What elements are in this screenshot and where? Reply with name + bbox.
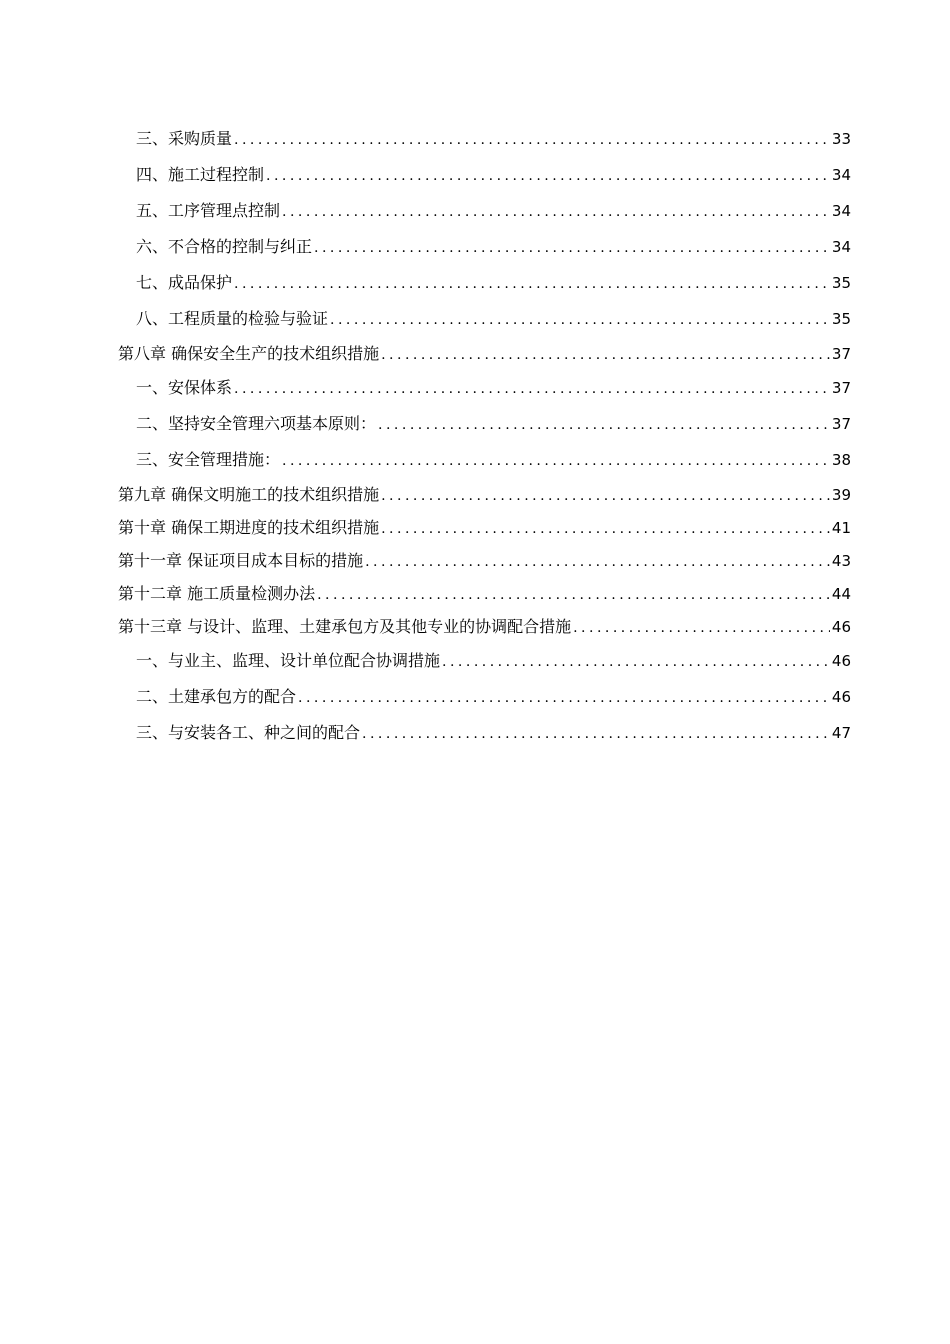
toc-entry-title: 第十二章 施工质量检测办法 [118, 584, 316, 603]
toc-entry[interactable] [118, 406, 851, 442]
toc-page-number: 47 [831, 724, 851, 742]
toc-dot-leader [317, 579, 830, 612]
toc-entry-title: 一、与业主、监理、设计单位配合协调措施 [136, 651, 441, 670]
toc-entry-title: 第十一章 保证项目成本目标的措施 [118, 551, 364, 570]
toc-entry[interactable] [118, 229, 851, 265]
toc-page-number: 37 [831, 379, 851, 397]
toc-entry[interactable] [118, 265, 851, 301]
toc-page-number: 38 [831, 451, 851, 469]
toc-page-number: 35 [831, 274, 851, 292]
toc-dot-leader [314, 230, 830, 266]
toc-entry-title: 六、不合格的控制与纠正 [136, 237, 313, 256]
toc-chapter-entry[interactable] [118, 544, 851, 577]
toc-entry-title: 第十三章 与设计、监理、土建承包方及其他专业的协调配合措施 [118, 617, 572, 636]
toc-entry-title: 第九章 确保文明施工的技术组织措施 [118, 485, 380, 504]
toc-page-number: 34 [831, 238, 851, 256]
toc-page-number: 35 [831, 310, 851, 328]
toc-entry-title: 五、工序管理点控制 [136, 201, 281, 220]
toc-entry-title: 三、安全管理措施： [136, 450, 281, 469]
toc-page-number: 37 [831, 345, 851, 363]
toc-entry-title: 第八章 确保安全生产的技术组织措施 [118, 344, 380, 363]
toc-entry[interactable] [118, 370, 851, 406]
toc-entry-title: 七、成品保护 [136, 273, 233, 292]
toc-entry[interactable] [118, 193, 851, 229]
toc-dot-leader [330, 302, 830, 338]
toc-page-number: 37 [831, 415, 851, 433]
toc-dot-leader [381, 480, 830, 513]
toc-entry-title: 二、土建承包方的配合 [136, 687, 297, 706]
toc-dot-leader [234, 122, 830, 158]
toc-dot-leader [381, 513, 830, 546]
toc-entry[interactable] [118, 643, 851, 679]
toc-dot-leader [266, 158, 830, 194]
toc-dot-leader [365, 546, 830, 579]
toc-page-number: 43 [831, 552, 851, 570]
toc-page-number: 34 [831, 166, 851, 184]
toc-entry-title: 二、坚持安全管理六项基本原则： [136, 414, 377, 433]
toc-entry-title: 一、安保体系 [136, 378, 233, 397]
toc-dot-leader [234, 371, 830, 407]
toc-entry-title: 三、与安装各工、种之间的配合 [136, 723, 361, 742]
toc-dot-leader [381, 339, 830, 372]
toc-page-number: 33 [831, 130, 851, 148]
toc-entry[interactable] [118, 157, 851, 193]
toc-chapter-entry[interactable] [118, 478, 851, 511]
toc-entry[interactable] [118, 301, 851, 337]
table-of-contents [118, 121, 851, 751]
toc-entry-title: 八、工程质量的检验与验证 [136, 309, 329, 328]
toc-page-number: 46 [831, 618, 851, 636]
toc-entry[interactable] [118, 679, 851, 715]
toc-chapter-entry[interactable] [118, 610, 851, 643]
toc-dot-leader [282, 443, 830, 479]
toc-page-number: 41 [831, 519, 851, 537]
toc-dot-leader [573, 612, 830, 645]
toc-dot-leader [234, 266, 830, 302]
toc-dot-leader [378, 407, 830, 443]
toc-entry[interactable] [118, 442, 851, 478]
toc-dot-leader [362, 716, 830, 752]
toc-page-number: 34 [831, 202, 851, 220]
toc-entry[interactable] [118, 715, 851, 751]
toc-page-number: 46 [831, 688, 851, 706]
toc-dot-leader [298, 680, 830, 716]
toc-entry[interactable] [118, 121, 851, 157]
toc-chapter-entry[interactable] [118, 511, 851, 544]
toc-page-number: 44 [831, 585, 851, 603]
toc-chapter-entry[interactable] [118, 337, 851, 370]
toc-page-number: 39 [831, 486, 851, 504]
toc-entry-title: 第十章 确保工期进度的技术组织措施 [118, 518, 380, 537]
toc-chapter-entry[interactable] [118, 577, 851, 610]
toc-page-number: 46 [831, 652, 851, 670]
toc-entry-title: 三、采购质量 [136, 129, 233, 148]
toc-entry-title: 四、施工过程控制 [136, 165, 265, 184]
toc-dot-leader [442, 644, 830, 680]
toc-dot-leader [282, 194, 830, 230]
